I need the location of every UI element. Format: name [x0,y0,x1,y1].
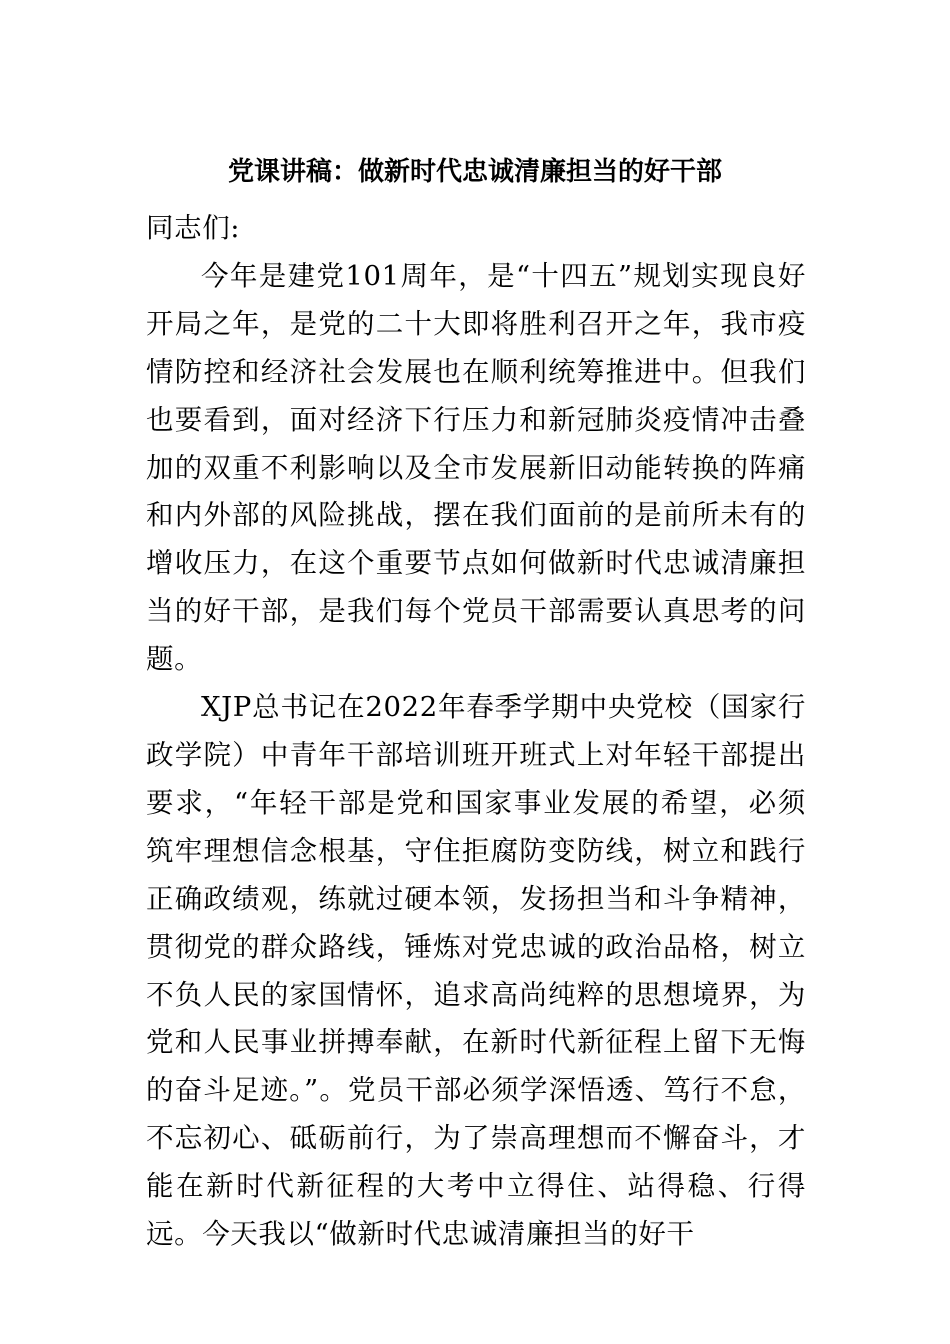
paragraph-1: 今年是建党101周年，是“十四五”规划实现良好开局之年，是党的二十大即将胜利召开之年，我市疫情防控和经济社会发展也在顺利统筹推进中。但我们也要看到，面对经济下行压力和新冠肺炎疫情冲击叠加的双重不利影响以及全市发展新旧动能转换的阵痛和内外部的风险挑战，摆在我们面前的是前所未有的增收压力，在这个重要节点如何做新时代忠诚清廉担当的好干部，是我们每个党员干部需要认真思考的问题。 [146,259,806,676]
paragraph-2: XJP总书记在2022年春季学期中央党校（国家行政学院）中青年干部培训班开班式上对年轻干部提出要求，“年轻干部是党和国家事业发展的希望，必须筑牢理想信念根基，守住拒腐防变防线，树立和践行正确政绩观，练就过硬本领，发扬担当和斗争精神，贯彻党的群众路线，锤炼对党忠诚的政治品格，树立不负人民的家国情怀，追求高尚纯粹的思想境界，为党和人民事业拼搏奉献，在新时代新征程上留下无悔的奋斗足迹。”。党员干部必须学深悟透、笃行不怠，不忘初心、砥砺前行，为了崇高理想而不懈奋斗，才能在新时代新征程的大考中立得住、站得稳、行得远。今天我以“做新时代忠诚清廉担当的好干 [146,691,806,1251]
salutation: 同志们: [146,212,241,244]
document-title: 党课讲稿：做新时代忠诚清廉担当的好干部 [227,157,722,187]
document-body [146,205,806,1259]
